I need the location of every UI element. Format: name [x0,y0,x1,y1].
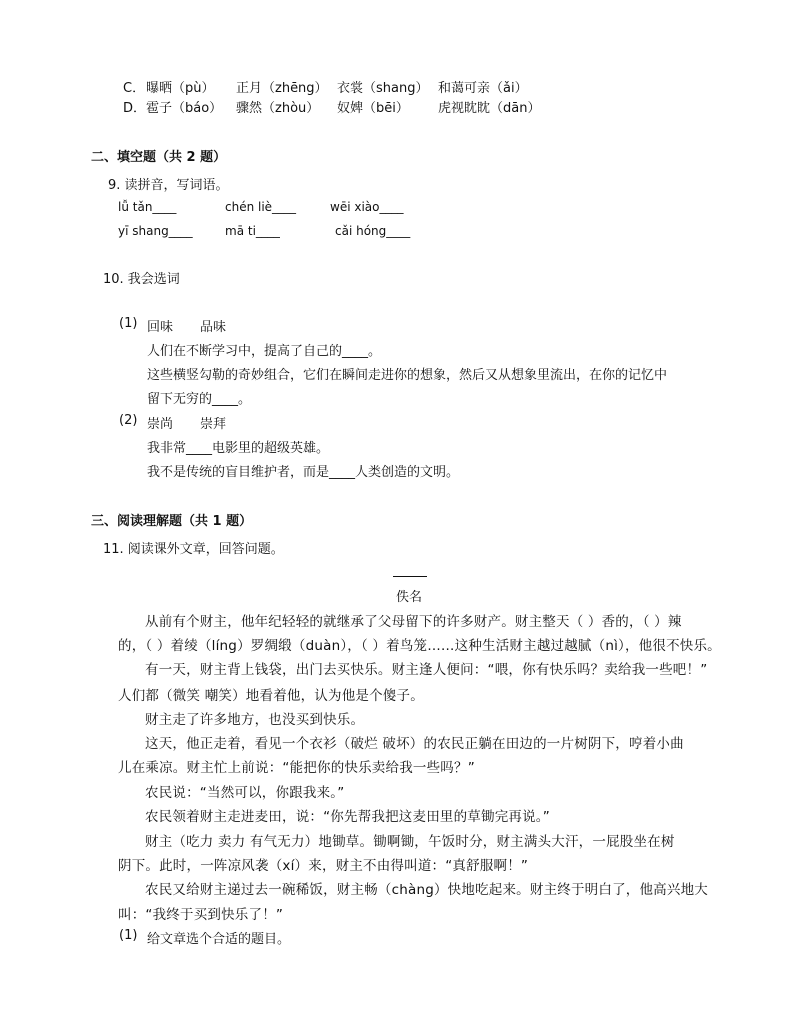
choice-word: 品味 [200,320,227,335]
article-line: 人们都（微笑 嘲笑）地看着他，认为他是个傻子。 [118,688,424,704]
sentence: 我非常____电影里的超级英雄。 [147,441,330,456]
option-c-item: 曝晒（pù） [146,81,215,96]
article-line: 财主（吃力 卖力 有气无力）地锄草。锄啊锄，午饭时分，财主满头大汗，一屁股坐在树 [145,834,675,850]
option-d-item: 骤然（zhòu） [236,101,320,116]
article-line: 儿在乘凉。财主忙上前说：“能把你的快乐卖给我一些吗？” [118,760,475,776]
section-title-reading: 三、阅读理解题（共 1 题） [91,514,253,529]
sub-question-text: 给文章选个合适的题目。 [147,932,291,947]
option-c-item: 和蔼可亲（ǎi） [438,81,528,96]
question-11-stem: 11. 阅读课外文章，回答问题。 [103,542,284,557]
article-line: 叫：“我终于买到快乐了！” [118,907,284,923]
article-line: 财主走了许多地方，也没买到快乐。 [145,712,365,728]
article-line: 农民说：“当然可以，你跟我来。” [145,785,345,801]
option-d-item: 雹子（báo） [146,101,223,116]
sentence: 我不是传统的盲目维护者，而是____人类创造的文明。 [147,465,460,480]
choice-word: 回味 [147,320,174,335]
section-title-fill-blank: 二、填空题（共 2 题） [91,150,227,165]
article-line: 这天，他正走着，看见一个衣衫（破烂 破坏）的农民正躺在田边的一片树阴下，哼着小曲 [145,736,684,752]
article-line: 农民领着财主走进麦田，说：“你先帮我把这麦田里的草锄完再说。” [145,809,550,825]
option-d-item: 虎视眈眈（dān） [438,101,541,116]
choice-word: 崇尚 [147,417,174,432]
pinyin-blank: yī shang____ [118,224,193,238]
option-d-item: 奴婢（bēi） [337,101,409,116]
article-line: 农民又给财主递过去一碗稀饭，财主畅（chàng）快地吃起来。财主终于明白了，他高兴地大 [145,882,708,898]
article-line: 从前有个财主，他年纪轻轻的就继承了父母留下的许多财产。财主整天（ ）香的，（ ）辣 [145,614,682,630]
question-9-stem: 9. 读拼音，写词语。 [108,178,229,193]
pinyin-blank: wēi xiào____ [330,200,404,214]
pinyin-blank: chén liè____ [225,200,297,214]
choice-word: 崇拜 [200,417,227,432]
article-line: 阴下。此时，一阵凉风袭（xí）来，财主不由得叫道：“真舒服啊！” [118,858,529,874]
option-d [123,97,146,116]
sub-question-number: (1) [119,316,138,331]
option-c [123,77,145,96]
title-blank-line [393,576,427,577]
pinyin-blank: mā ti____ [225,224,280,238]
sentence: 这些横竖勾勒的奇妙组合，它们在瞬间走进你的想象，然后又从想象里流出，在你的记忆中 [147,368,668,383]
option-c-label: C． [123,81,146,96]
article-author: 佚名 [396,590,423,605]
sentence: 人们在不断学习中，提高了自己的____。 [147,344,382,359]
question-10-stem: 10. 我会选词 [103,272,180,287]
option-c-item: 正月（zhēng） [236,81,328,96]
option-d-label: D． [123,101,147,116]
sub-question-number: (2) [119,413,138,428]
article-line: 有一天，财主背上钱袋，出门去买快乐。财主逢人便问：“喂，你有快乐吗？卖给我一些吧！” [145,662,708,678]
pinyin-blank: lǚ tǎn____ [118,200,177,214]
option-c-item: 衣裳（shang） [337,81,429,96]
sub-question-number: (1) [119,928,138,943]
article-line: 的，（ ）着绫（líng）罗绸缎（duàn），（ ）着鸟笼……这种生活财主越过越腻（nì），他很不快乐。 [118,638,721,654]
sentence: 留下无穷的____。 [147,392,252,407]
pinyin-blank: cǎi hóng____ [335,224,411,238]
